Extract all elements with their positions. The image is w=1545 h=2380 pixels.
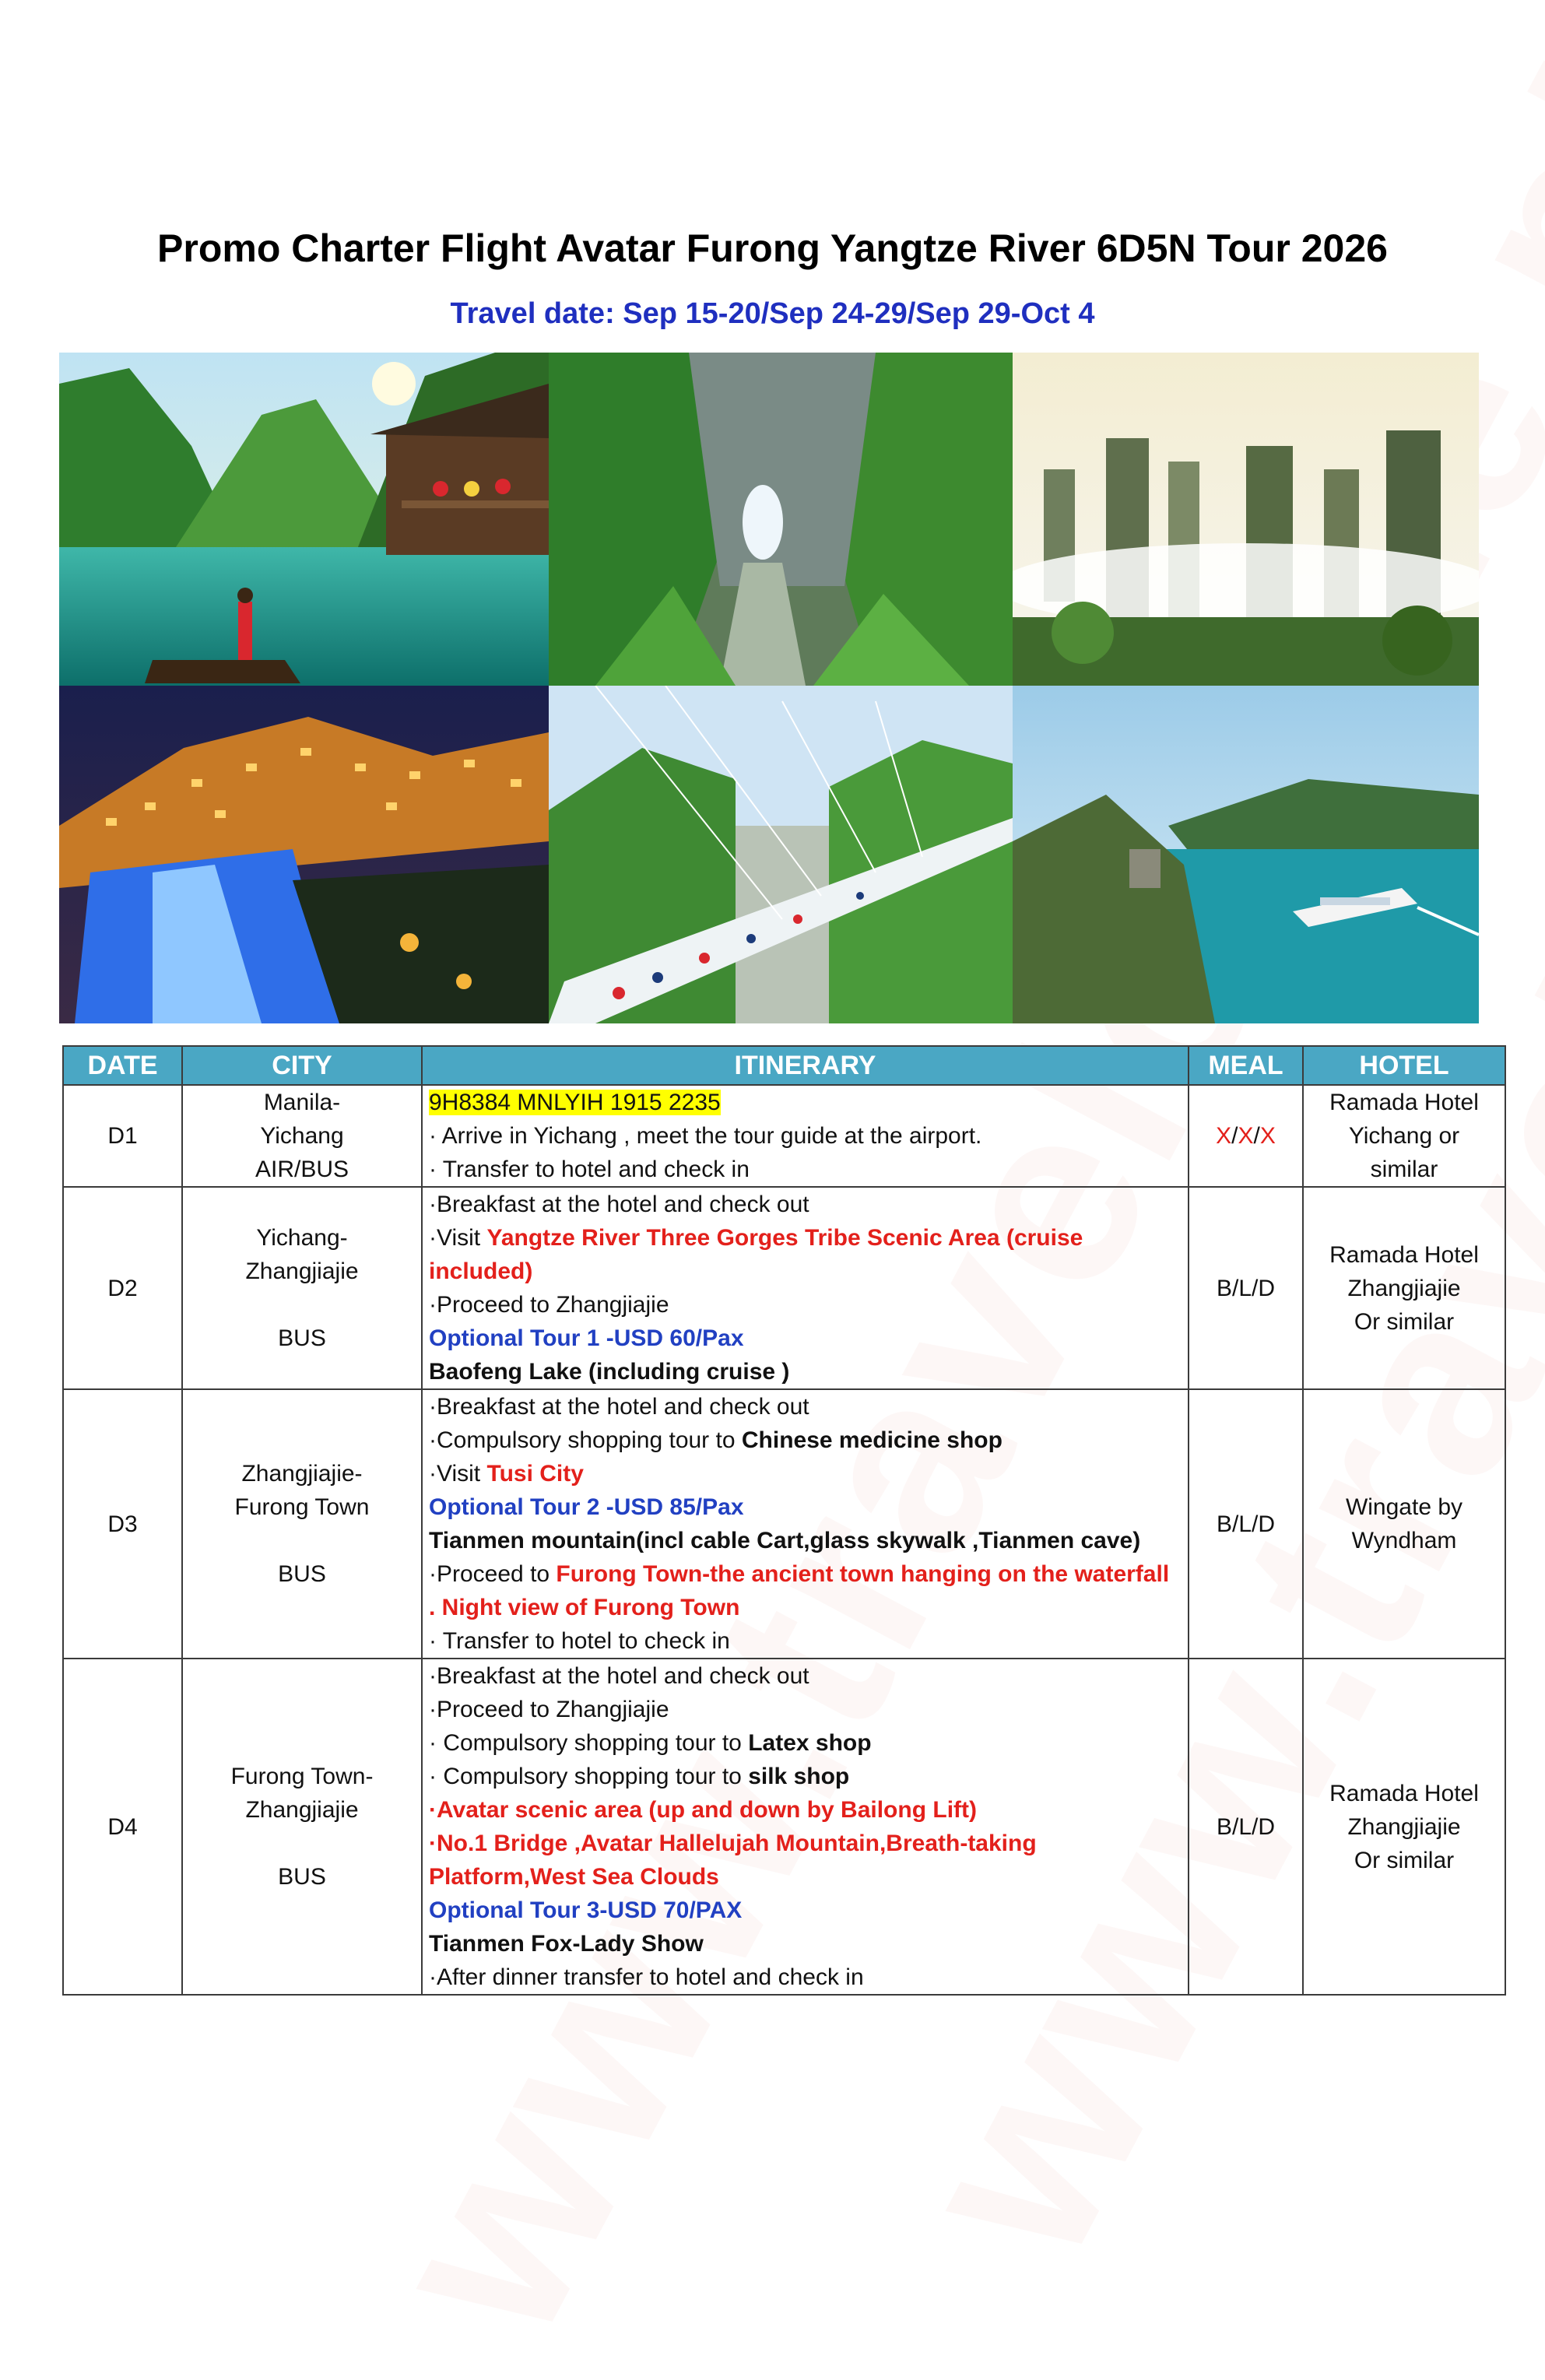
itinerary-line: ·Breakfast at the hotel and check out <box>429 1192 809 1217</box>
optional-tour-detail: Tianmen Fox-Lady Show <box>429 1931 704 1957</box>
hotel-cell <box>1303 1659 1505 1995</box>
city-line <box>189 1827 415 1860</box>
col-header-city: CITY <box>182 1046 422 1085</box>
glass-bridge-icon <box>549 686 1013 1023</box>
highlight-attraction: Avatar scenic area (up and down by Bailong Lift) <box>437 1797 977 1823</box>
optional-tour-detail: Tianmen mountain(incl cable Cart,glass skywalk ,Tianmen cave) <box>429 1528 1141 1553</box>
photo-collage <box>59 353 1479 1023</box>
city-line: Furong Town- <box>230 1764 374 1789</box>
itinerary-line <box>429 1086 1182 1119</box>
hotel-line: Yichang or <box>1348 1123 1460 1149</box>
city-line <box>189 1288 415 1322</box>
optional-tour: Optional Tour 2 -USD 85/Pax <box>429 1494 744 1520</box>
highlight-attraction: ·No.1 Bridge ,Avatar Hallelujah Mountain,Breath-taking Platform,West Sea Clouds <box>429 1831 1037 1890</box>
city-line: Manila- <box>263 1090 341 1115</box>
city-line <box>189 1524 415 1557</box>
page-title: Promo Charter Flight Avatar Furong Yangtze River 6D5N Tour 2026 <box>157 226 1388 270</box>
shop-name: Chinese medicine shop <box>741 1427 1002 1453</box>
col-header-meal: MEAL <box>1189 1046 1303 1085</box>
itinerary-text: ·Visit <box>429 1225 487 1251</box>
day-cell: D2 <box>63 1187 182 1389</box>
furong-waterfall-night-icon <box>59 686 549 1023</box>
itinerary-line: · Arrive in Yichang , meet the tour guide at the airport. <box>429 1123 982 1149</box>
day-cell: D1 <box>63 1085 182 1187</box>
itinerary-line <box>429 1557 1182 1624</box>
itinerary-line <box>429 1726 1182 1760</box>
hotel-line: Wingate by <box>1345 1494 1463 1520</box>
itinerary-line: · Transfer to hotel to check in <box>429 1628 730 1654</box>
meal-x: X <box>1259 1123 1276 1149</box>
hotel-line: Ramada Hotel <box>1329 1241 1479 1268</box>
meal-cell: B/L/D <box>1189 1659 1303 1995</box>
itinerary-line: ·Breakfast at the hotel and check out <box>429 1663 809 1689</box>
hotel-cell <box>1303 1389 1505 1659</box>
city-cell <box>182 1659 422 1995</box>
meal-cell: B/L/D <box>1189 1389 1303 1659</box>
table-row <box>63 1187 1505 1389</box>
city-line: Yichang- <box>256 1225 348 1251</box>
transport-mode: AIR/BUS <box>255 1157 349 1182</box>
optional-tour: Optional Tour 1 -USD 60/Pax <box>429 1325 744 1351</box>
hotel-cell <box>1303 1085 1505 1187</box>
itinerary-line <box>429 1423 1182 1457</box>
hotel-line: similar <box>1370 1157 1438 1182</box>
itinerary-line: · Transfer to hotel and check in <box>429 1157 750 1182</box>
shop-name: silk shop <box>748 1764 850 1789</box>
itinerary-text: · Compulsory shopping tour to <box>429 1730 749 1756</box>
yangtze-gorge-boat-icon <box>59 353 549 686</box>
itinerary-line: ·Proceed to Zhangjiajie <box>429 1292 669 1318</box>
day-cell: D4 <box>63 1659 182 1995</box>
table-row <box>63 1659 1505 1995</box>
transport-mode: BUS <box>278 1561 326 1587</box>
hotel-line: Or similar <box>1354 1847 1455 1873</box>
city-cell <box>182 1389 422 1659</box>
meal-sep: / <box>1253 1123 1260 1149</box>
tianmen-cave-icon <box>549 353 1013 686</box>
table-row <box>63 1389 1505 1659</box>
itinerary-line <box>429 1457 1182 1490</box>
table-header-row <box>63 1046 1505 1085</box>
meal-cell <box>1189 1085 1303 1187</box>
itinerary-text: · Compulsory shopping tour to <box>429 1764 749 1789</box>
itinerary-line: ·After dinner transfer to hotel and check in <box>429 1964 864 1990</box>
itinerary-line <box>429 1793 1182 1827</box>
highlight-attraction: Yangtze River Three Gorges Tribe Scenic Area (cruise included) <box>429 1225 1083 1284</box>
hotel-cell <box>1303 1187 1505 1389</box>
transport-mode: BUS <box>278 1864 326 1890</box>
table-row <box>63 1085 1505 1187</box>
meal-sep: / <box>1231 1123 1238 1149</box>
city-line: Zhangjiajie- <box>241 1461 363 1487</box>
itinerary-text: ·Visit <box>429 1461 487 1487</box>
highlight-attraction: Tusi City <box>486 1461 584 1487</box>
col-header-date: DATE <box>63 1046 182 1085</box>
hotel-line: Zhangjiajie <box>1347 1813 1461 1840</box>
hotel-line: Ramada Hotel <box>1329 1090 1479 1115</box>
col-header-hotel: HOTEL <box>1303 1046 1505 1085</box>
transport-mode: BUS <box>278 1325 326 1351</box>
itinerary-text: ·Proceed to <box>429 1561 557 1587</box>
city-line: Yichang <box>260 1123 344 1149</box>
meal-cell: B/L/D <box>1189 1187 1303 1389</box>
itinerary-line <box>429 1221 1182 1288</box>
itinerary-text: ·Compulsory shopping tour to <box>429 1427 742 1453</box>
itinerary-cell <box>422 1659 1189 1995</box>
hotel-line: Zhangjiajie <box>1347 1275 1461 1301</box>
city-line: Zhangjiajie <box>245 1797 359 1823</box>
travel-date: Travel date: Sep 15-20/Sep 24-29/Sep 29-Oct 4 <box>450 297 1095 330</box>
optional-tour: Optional Tour 3-USD 70/PAX <box>429 1897 743 1923</box>
highlight-attraction: Furong Town-the ancient town hanging on the waterfall . Night view of Furong Town <box>429 1561 1170 1620</box>
itinerary-table <box>62 1045 1506 1996</box>
itinerary-text: · <box>429 1797 437 1823</box>
hotel-line: Ramada Hotel <box>1329 1780 1479 1806</box>
city-cell <box>182 1187 422 1389</box>
sandstone-peaks-icon <box>1013 353 1479 686</box>
meal-x: X <box>1216 1123 1232 1149</box>
itinerary-line: ·Proceed to Zhangjiajie <box>429 1697 669 1722</box>
itinerary-line <box>429 1760 1182 1793</box>
itinerary-cell <box>422 1187 1189 1389</box>
day-cell: D3 <box>63 1389 182 1659</box>
hotel-line: Wyndham <box>1351 1528 1457 1553</box>
meal-x: X <box>1238 1123 1254 1149</box>
itinerary-cell <box>422 1389 1189 1659</box>
city-line: Zhangjiajie <box>245 1258 359 1284</box>
itinerary-line: ·Breakfast at the hotel and check out <box>429 1394 809 1420</box>
shop-name: Latex shop <box>748 1730 872 1756</box>
river-cruise-icon <box>1013 686 1479 1023</box>
optional-tour-detail: Baofeng Lake (including cruise ) <box>429 1359 790 1385</box>
hotel-line: Or similar <box>1354 1308 1455 1335</box>
col-header-itinerary: ITINERARY <box>422 1046 1189 1085</box>
city-line: Furong Town <box>234 1494 370 1520</box>
flight-info: 9H8384 MNLYIH 1915 2235 <box>429 1090 721 1115</box>
city-cell <box>182 1085 422 1187</box>
itinerary-cell <box>422 1085 1189 1187</box>
